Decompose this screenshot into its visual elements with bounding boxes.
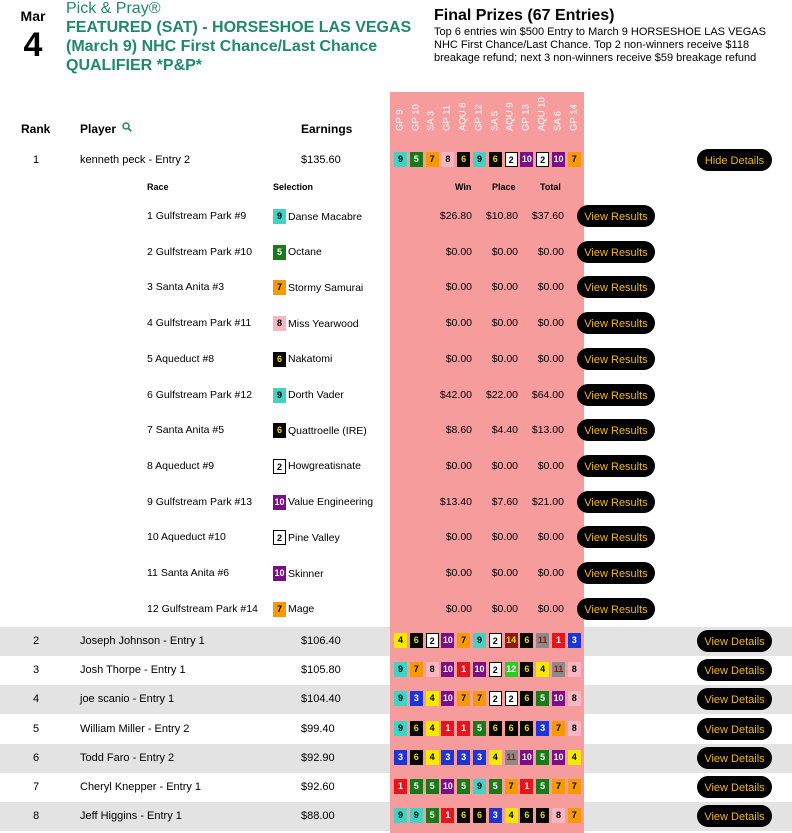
pick-saddle-cloth: 9 — [394, 808, 407, 823]
selection-saddle-cloth: 8 — [273, 316, 286, 331]
details-race-header: Race — [147, 182, 169, 192]
contest-brand: Pick & Pray® — [66, 0, 161, 17]
pick-saddle-cloth: 10 — [441, 779, 454, 794]
horse-name: Nakatomi — [288, 353, 333, 366]
pick-saddle-cloth: 4 — [426, 721, 439, 736]
selection — [273, 352, 332, 367]
race-header-label: GP 14 — [568, 104, 580, 131]
pick-saddle-cloth: 9 — [394, 152, 407, 167]
pick-saddle-cloth: 11 — [552, 662, 565, 677]
contest-header — [0, 0, 792, 90]
player-name[interactable]: Joseph Johnson - Entry 1 — [80, 635, 205, 647]
selection — [273, 245, 322, 260]
picks-strip — [394, 152, 584, 167]
pick-saddle-cloth: 1 — [394, 779, 407, 794]
details-win-header: Win — [455, 182, 472, 192]
pick-saddle-cloth: 6 — [520, 633, 533, 648]
selection — [273, 423, 367, 438]
race-header — [424, 94, 440, 144]
race-name: 6 Gulfstream Park #12 — [147, 388, 253, 401]
pick-saddle-cloth: 9 — [473, 779, 486, 794]
race-header — [487, 94, 503, 144]
selection-saddle-cloth: 7 — [273, 280, 286, 295]
selection — [273, 459, 361, 474]
race-header — [471, 94, 487, 144]
pick-saddle-cloth: 5 — [536, 750, 549, 765]
pick-saddle-cloth: 4 — [394, 633, 407, 648]
earnings-value: $106.40 — [301, 635, 341, 647]
pick-saddle-cloth: 7 — [568, 152, 581, 167]
selection-saddle-cloth: 2 — [273, 459, 286, 474]
pick-saddle-cloth: 5 — [536, 779, 549, 794]
win-payout: $0.00 — [445, 352, 472, 365]
win-payout: $8.60 — [445, 424, 472, 437]
pick-saddle-cloth: 6 — [536, 808, 549, 823]
details-row — [0, 202, 792, 232]
selection-saddle-cloth: 6 — [273, 423, 286, 438]
race-name: 10 Aqueduct #10 — [147, 531, 226, 544]
pick-saddle-cloth: 3 — [441, 750, 454, 765]
player-name[interactable]: Cheryl Knepper - Entry 1 — [80, 781, 202, 793]
race-header-label: GP 13 — [520, 104, 532, 131]
selection-saddle-cloth: 6 — [273, 352, 286, 367]
total-payout: $0.00 — [537, 281, 564, 294]
picks-strip — [394, 721, 584, 736]
pick-saddle-cloth: 3 — [489, 808, 502, 823]
race-header — [439, 94, 455, 144]
race-header-label: SA 6 — [552, 110, 564, 131]
pick-saddle-cloth: 9 — [394, 691, 407, 706]
place-payout: $0.00 — [491, 281, 518, 294]
total-payout: $0.00 — [537, 317, 564, 330]
pick-saddle-cloth: 4 — [426, 750, 439, 765]
pick-saddle-cloth: 3 — [457, 750, 470, 765]
earnings-value: $88.00 — [301, 810, 335, 823]
earnings-header: Earnings — [301, 122, 353, 136]
total-payout: $0.00 — [537, 567, 564, 579]
details-row — [0, 559, 792, 589]
race-name: 8 Aqueduct #9 — [147, 459, 215, 472]
view-results-button[interactable]: View Results — [577, 348, 655, 370]
total-payout: $37.60 — [531, 210, 564, 222]
details-row — [0, 238, 792, 268]
race-header-label: GP 10 — [410, 104, 422, 131]
details-total-header: Total — [540, 182, 561, 192]
place-payout: $4.40 — [491, 424, 518, 437]
view-details-button[interactable]: View Details — [697, 659, 772, 681]
pick-saddle-cloth: 2 — [489, 691, 502, 706]
place-payout: $0.00 — [491, 245, 518, 258]
horse-name: Howgreatisnate — [288, 460, 361, 473]
hide-details-button[interactable]: Hide Details — [697, 149, 772, 171]
picks-strip — [394, 750, 584, 765]
player-name[interactable]: William Miller - Entry 2 — [80, 722, 190, 735]
pick-saddle-cloth: 9 — [394, 721, 407, 736]
pick-saddle-cloth: 10 — [552, 691, 565, 706]
pick-saddle-cloth: 3 — [568, 633, 581, 648]
pick-saddle-cloth: 6 — [489, 152, 502, 167]
picks-strip — [394, 633, 584, 648]
view-results-button[interactable]: View Results — [577, 312, 655, 334]
race-header-label: AQU 9 — [504, 102, 516, 131]
win-payout: $13.40 — [439, 495, 472, 508]
pick-saddle-cloth: 2 — [505, 152, 518, 167]
pick-saddle-cloth: 2 — [505, 691, 518, 706]
pick-saddle-cloth: 4 — [489, 750, 502, 765]
details-place-header: Place — [492, 182, 516, 192]
contest-date — [20, 8, 46, 62]
pick-saddle-cloth: 6 — [410, 750, 423, 765]
race-header — [455, 94, 471, 144]
total-payout: $0.00 — [537, 602, 564, 615]
view-results-button[interactable]: View Results — [577, 241, 655, 263]
place-payout: $0.00 — [491, 602, 518, 615]
place-payout: $0.00 — [491, 459, 518, 472]
race-header-label: GP 12 — [473, 104, 485, 131]
pick-saddle-cloth: 9 — [473, 152, 486, 167]
pick-saddle-cloth: 6 — [410, 721, 423, 736]
pick-saddle-cloth: 5 — [489, 779, 502, 794]
selection — [273, 495, 373, 510]
pick-saddle-cloth: 4 — [568, 750, 581, 765]
place-payout: $0.00 — [491, 567, 518, 579]
details-row — [0, 345, 792, 375]
pick-saddle-cloth: 4 — [426, 691, 439, 706]
pick-saddle-cloth: 8 — [552, 808, 565, 823]
pick-saddle-cloth: 6 — [520, 691, 533, 706]
pick-saddle-cloth: 9 — [473, 633, 486, 648]
prizes-title: Final Prizes (67 Entries) — [434, 7, 615, 24]
win-payout: $0.00 — [445, 567, 472, 579]
pick-saddle-cloth: 6 — [520, 808, 533, 823]
pick-saddle-cloth: 8 — [568, 691, 581, 706]
player-name[interactable]: kenneth peck - Entry 2 — [80, 154, 191, 166]
race-name: 12 Gulfstream Park #14 — [147, 602, 258, 615]
race-header-label: GP 11 — [441, 104, 453, 131]
race-header — [550, 94, 566, 144]
date-month: Mar — [20, 8, 46, 24]
pick-saddle-cloth: 3 — [394, 750, 407, 765]
pick-saddle-cloth: 2 — [536, 152, 549, 167]
pick-saddle-cloth: 10 — [552, 152, 565, 167]
view-details-button[interactable]: View Details — [697, 776, 772, 798]
pick-saddle-cloth: 1 — [520, 779, 533, 794]
pick-saddle-cloth: 7 — [410, 662, 423, 677]
total-payout: $0.00 — [537, 531, 564, 544]
pick-saddle-cloth: 6 — [473, 808, 486, 823]
pick-saddle-cloth: 10 — [441, 691, 454, 706]
pick-saddle-cloth: 6 — [457, 152, 470, 167]
pick-saddle-cloth: 1 — [552, 633, 565, 648]
view-results-button[interactable]: View Results — [577, 455, 655, 477]
pick-saddle-cloth: 10 — [441, 662, 454, 677]
search-icon[interactable] — [122, 122, 132, 132]
race-header — [518, 94, 534, 144]
race-header-label: AQU 8 — [457, 102, 469, 131]
pick-saddle-cloth: 5 — [426, 808, 439, 823]
player-name[interactable]: Jeff Higgins - Entry 1 — [80, 810, 182, 823]
selection-saddle-cloth: 10 — [273, 566, 286, 581]
place-payout: $0.00 — [491, 317, 518, 330]
rank-value: 6 — [32, 751, 40, 764]
horse-name: Dorth Vader — [288, 389, 344, 401]
prizes-description: Top 6 entries win $500 Entry to March 9 HORSESHOE LAS VEGAS NHC First Chance/Last Chance. Top 2 non-winners receive $118 breakage refund; next 3 non-winners receive $59 breakage refund — [434, 26, 766, 64]
selection-saddle-cloth: 10 — [273, 495, 286, 510]
pick-saddle-cloth: 3 — [536, 721, 549, 736]
pick-saddle-cloth: 14 — [505, 633, 518, 648]
rank-header: Rank — [21, 122, 51, 136]
view-results-button[interactable]: View Results — [577, 598, 655, 620]
race-name: 4 Gulfstream Park #11 — [147, 317, 252, 330]
win-payout: $0.00 — [445, 317, 472, 330]
pick-saddle-cloth: 3 — [473, 750, 486, 765]
place-payout: $0.00 — [491, 352, 518, 365]
details-row — [0, 595, 792, 625]
selection — [273, 316, 359, 331]
place-payout: $0.00 — [491, 531, 518, 544]
details-row — [0, 416, 792, 446]
standings-row — [0, 773, 792, 802]
race-header-label: GP 9 — [394, 109, 406, 131]
win-payout: $0.00 — [445, 245, 472, 258]
view-details-button[interactable]: View Details — [697, 805, 772, 827]
race-name: 7 Santa Anita #5 — [147, 424, 225, 437]
pick-saddle-cloth: 7 — [505, 779, 518, 794]
place-payout: $10.80 — [485, 210, 518, 222]
rank-value: 3 — [32, 664, 40, 677]
view-results-button[interactable]: View Results — [577, 205, 655, 227]
pick-saddle-cloth: 11 — [505, 750, 518, 765]
standings-row — [0, 744, 792, 773]
pick-saddle-cloth: 6 — [520, 721, 533, 736]
race-name: 3 Santa Anita #3 — [147, 281, 225, 294]
pick-saddle-cloth: 7 — [426, 152, 439, 167]
pick-saddle-cloth: 6 — [410, 633, 423, 648]
win-payout: $42.00 — [439, 388, 472, 401]
standings-row — [0, 685, 792, 714]
details-row — [0, 452, 792, 482]
horse-name: Value Engineering — [288, 496, 374, 509]
pick-saddle-cloth: 12 — [505, 662, 518, 677]
picks-strip — [394, 691, 584, 706]
view-results-button[interactable]: View Results — [577, 419, 655, 441]
horse-name: Skinner — [288, 567, 324, 580]
total-payout: $13.00 — [531, 424, 564, 437]
pick-saddle-cloth: 8 — [426, 662, 439, 677]
total-payout: $0.00 — [537, 352, 564, 365]
view-details-button[interactable]: View Details — [697, 630, 772, 652]
pick-saddle-cloth: 11 — [536, 633, 549, 648]
horse-name: Pine Valley — [288, 531, 340, 544]
selection — [273, 602, 314, 617]
player-name[interactable]: Todd Faro - Entry 2 — [80, 751, 175, 764]
player-name[interactable]: joe scanio - Entry 1 — [80, 693, 175, 706]
contest-info — [66, 0, 416, 75]
selection-saddle-cloth: 9 — [273, 388, 286, 403]
earnings-value: $99.40 — [301, 722, 335, 735]
pick-saddle-cloth: 2 — [489, 633, 502, 648]
win-payout: $0.00 — [445, 459, 472, 472]
pick-saddle-cloth: 2 — [426, 633, 439, 648]
pick-saddle-cloth: 7 — [457, 633, 470, 648]
selection — [273, 280, 363, 295]
total-payout: $0.00 — [537, 245, 564, 258]
pick-saddle-cloth: 5 — [473, 721, 486, 736]
pick-saddle-cloth: 6 — [457, 808, 470, 823]
earnings-value: $92.90 — [301, 751, 335, 764]
earnings-value: $135.60 — [301, 154, 341, 166]
selection — [273, 530, 340, 545]
selection — [273, 566, 324, 581]
place-payout: $22.00 — [485, 388, 518, 401]
standings-row — [0, 715, 792, 744]
leader-row — [0, 146, 792, 175]
pick-saddle-cloth: 6 — [489, 721, 502, 736]
view-results-button[interactable]: View Results — [577, 491, 655, 513]
horse-name: Danse Macabre — [288, 210, 363, 223]
total-payout: $21.00 — [531, 495, 564, 508]
horse-name: Stormy Samurai — [288, 281, 364, 294]
selection-saddle-cloth: 7 — [273, 602, 286, 617]
selection-saddle-cloth: 5 — [273, 245, 286, 260]
pick-saddle-cloth: 1 — [457, 662, 470, 677]
earnings-value: $104.40 — [301, 693, 341, 706]
horse-name: Mage — [288, 603, 315, 616]
pick-saddle-cloth: 5 — [457, 779, 470, 794]
rank-value: 2 — [32, 635, 40, 647]
view-details-button[interactable]: View Details — [697, 747, 772, 769]
horse-name: Miss Yearwood — [288, 317, 359, 330]
date-day: 4 — [23, 26, 43, 64]
selection — [273, 388, 344, 403]
pick-saddle-cloth: 6 — [520, 662, 533, 677]
picks-strip — [394, 779, 584, 794]
race-name: 9 Gulfstream Park #13 — [147, 495, 253, 508]
details-row — [0, 523, 792, 553]
pick-saddle-cloth: 10 — [520, 750, 533, 765]
picks-strip — [394, 808, 584, 823]
race-column-headers — [392, 94, 582, 144]
rank-value: 5 — [32, 722, 40, 735]
win-payout: $0.00 — [445, 281, 472, 294]
view-results-button[interactable]: View Results — [577, 384, 655, 406]
pick-saddle-cloth: 5 — [426, 779, 439, 794]
contest-title: FEATURED (SAT) - HORSESHOE LAS VEGAS (March 9) NHC First Chance/Last Chance QUALIFIER *P&P* — [66, 19, 412, 74]
win-payout: $26.80 — [439, 210, 472, 222]
race-header-label: AQU 10 — [536, 97, 548, 131]
win-payout: $0.00 — [445, 531, 472, 544]
race-name: 11 Santa Anita #6 — [147, 567, 230, 579]
earnings-value: $92.60 — [301, 781, 335, 793]
race-header — [566, 94, 582, 144]
prizes-panel — [434, 6, 784, 65]
pick-saddle-cloth: 10 — [473, 662, 486, 677]
details-selection-header: Selection — [273, 182, 314, 192]
standings-row — [0, 656, 792, 685]
rank-value: 4 — [32, 693, 40, 706]
total-payout: $0.00 — [537, 459, 564, 472]
race-header-label: SA 5 — [489, 110, 501, 131]
rank-value: 8 — [32, 810, 40, 823]
player-header[interactable]: Player — [80, 122, 117, 136]
total-payout: $64.00 — [531, 388, 564, 401]
pick-saddle-cloth: 7 — [552, 779, 565, 794]
horse-name: Octane — [288, 246, 322, 259]
view-details-button[interactable]: View Details — [697, 718, 772, 740]
pick-saddle-cloth: 10 — [441, 633, 454, 648]
details-row — [0, 381, 792, 411]
race-header-label: SA 3 — [425, 110, 437, 131]
pick-saddle-cloth: 8 — [568, 721, 581, 736]
race-header — [534, 94, 550, 144]
race-header — [503, 94, 519, 144]
selection-saddle-cloth: 9 — [273, 209, 286, 224]
race-name: 1 Gulfstream Park #9 — [147, 210, 247, 222]
selection-saddle-cloth: 2 — [273, 530, 286, 545]
pick-saddle-cloth: 4 — [536, 662, 549, 677]
race-name: 5 Aqueduct #8 — [147, 352, 215, 365]
race-name: 2 Gulfstream Park #10 — [147, 245, 253, 258]
pick-saddle-cloth: 9 — [410, 808, 423, 823]
pick-saddle-cloth: 8 — [568, 662, 581, 677]
pick-saddle-cloth: 7 — [457, 691, 470, 706]
pick-saddle-cloth: 6 — [505, 721, 518, 736]
horse-name: Quattroelle (IRE) — [288, 424, 367, 437]
pick-saddle-cloth: 8 — [441, 152, 454, 167]
pick-saddle-cloth: 5 — [536, 691, 549, 706]
pick-saddle-cloth: 4 — [505, 808, 518, 823]
place-payout: $7.60 — [491, 495, 518, 508]
pick-saddle-cloth: 5 — [410, 152, 423, 167]
view-results-button[interactable]: View Results — [577, 562, 655, 584]
standings-row — [0, 627, 792, 656]
pick-saddle-cloth: 3 — [410, 691, 423, 706]
pick-saddle-cloth: 1 — [441, 808, 454, 823]
view-details-button[interactable]: View Details — [697, 688, 772, 710]
rank-value: 1 — [32, 154, 40, 166]
details-row — [0, 488, 792, 518]
pick-saddle-cloth: 10 — [520, 152, 533, 167]
race-header — [392, 94, 408, 144]
pick-saddle-cloth: 1 — [457, 721, 470, 736]
rank-value: 7 — [32, 781, 40, 793]
pick-saddle-cloth: 10 — [552, 750, 565, 765]
pick-saddle-cloth: 2 — [489, 662, 502, 677]
pick-saddle-cloth: 9 — [394, 662, 407, 677]
view-results-button[interactable]: View Results — [577, 276, 655, 298]
earnings-value: $105.80 — [301, 664, 341, 677]
picks-strip — [394, 662, 584, 677]
details-row — [0, 309, 792, 339]
view-results-button[interactable]: View Results — [577, 526, 655, 548]
pick-saddle-cloth: 7 — [552, 721, 565, 736]
player-name[interactable]: Josh Thorpe - Entry 1 — [80, 664, 186, 677]
pick-saddle-cloth: 7 — [568, 808, 581, 823]
pick-saddle-cloth: 1 — [441, 721, 454, 736]
race-header — [408, 94, 424, 144]
standings-row — [0, 802, 792, 831]
details-row — [0, 273, 792, 303]
pick-saddle-cloth: 5 — [410, 779, 423, 794]
selection — [273, 209, 362, 224]
pick-saddle-cloth: 7 — [473, 691, 486, 706]
win-payout: $0.00 — [445, 602, 472, 615]
pick-saddle-cloth: 7 — [568, 779, 581, 794]
